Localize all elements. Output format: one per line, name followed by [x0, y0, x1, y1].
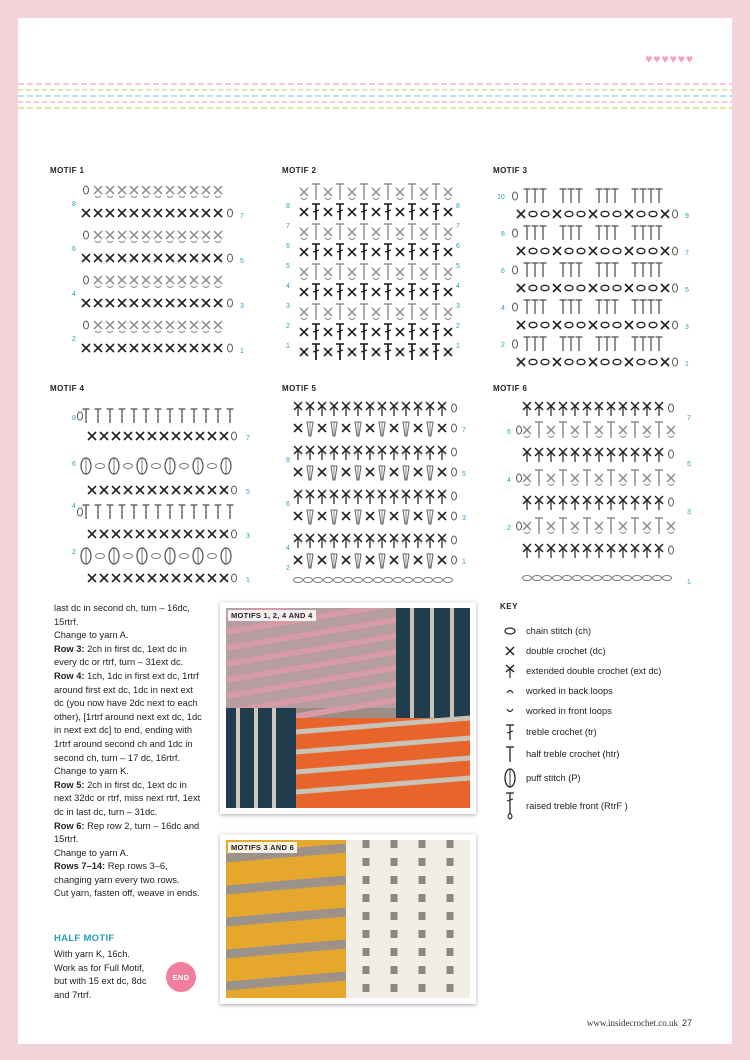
row-label: Row 3:	[54, 643, 85, 654]
pattern-instructions	[54, 602, 204, 901]
instruction-line: With yarn K, 16ch.	[54, 949, 130, 959]
row-number: 2	[72, 549, 76, 556]
row-number: 6	[72, 461, 76, 468]
instruction-line: Change to yarn A.	[54, 847, 129, 858]
motif-4-title: MOTIF 4	[50, 384, 85, 393]
key-item	[500, 765, 710, 791]
instruction-line: last dc in second ch, turn – 16dc,	[54, 603, 190, 613]
chain-icon	[500, 623, 520, 639]
key-item	[500, 743, 710, 765]
instruction-line: but with 15 ext dc, 8dc	[54, 976, 147, 987]
key-label: double crochet (dc)	[526, 646, 606, 656]
row-number: 2	[72, 336, 76, 343]
row-number: 3	[246, 533, 250, 540]
row-number: 8	[72, 201, 76, 208]
row-number: 7	[462, 427, 466, 434]
motif-5-stitches	[294, 402, 457, 583]
row-number: 3	[685, 324, 689, 331]
row-number: 4	[286, 545, 290, 552]
half-motif-instructions	[54, 948, 164, 1002]
row-text: 2ch in first dc, 1ext dc in next 32dc or rtrf, miss next rtrf, 1ext dc in last dc, turn – 31dc.	[54, 779, 201, 817]
row-number: 1	[685, 361, 689, 368]
treble-icon	[500, 724, 520, 740]
key-item	[500, 661, 710, 681]
row-number: 4	[286, 283, 290, 290]
row-number: 2	[507, 525, 511, 532]
row-5-instruction	[54, 779, 204, 820]
instruction-line: and 7rtrf.	[54, 989, 92, 1000]
footer-url: www.insidecrochet.co.uk	[586, 1018, 678, 1028]
page-number: 27	[681, 1018, 692, 1028]
key-item	[500, 701, 710, 721]
row-number: 3	[687, 509, 691, 516]
row-number: 1	[246, 577, 250, 584]
key-label: worked in back loops	[526, 686, 613, 696]
stitch-key	[500, 602, 710, 821]
instruction-line: Change to yarn K.	[54, 766, 129, 777]
hearts-decoration: ♥♥♥♥♥♥	[645, 52, 694, 66]
key-label: worked in front loops	[526, 706, 612, 716]
instruction-line: Change to yarn A.	[54, 630, 129, 641]
motif-5-title: MOTIF 5	[282, 384, 317, 393]
row-number: 7	[456, 223, 460, 230]
row-number: 5	[246, 489, 250, 496]
row-number: 3	[240, 303, 244, 310]
key-item	[500, 621, 710, 641]
row-number: 2	[286, 565, 290, 572]
row-number: 8	[72, 415, 76, 422]
row-number: 5	[687, 461, 691, 468]
row-number: 6	[72, 246, 76, 253]
row-number: 8	[286, 457, 290, 464]
half-treble-icon	[500, 746, 520, 762]
row-number: 7	[240, 213, 244, 220]
row-number: 5	[240, 258, 244, 265]
motif-3-chart	[493, 166, 689, 368]
extended-dc-icon	[500, 663, 520, 679]
row-number: 1	[456, 343, 460, 350]
motif-3-title: MOTIF 3	[493, 166, 528, 175]
motif-3-stitches	[513, 189, 678, 366]
row-number: 6	[456, 243, 460, 250]
key-item	[500, 641, 710, 661]
key-item	[500, 681, 710, 701]
row-number: 8	[456, 203, 460, 210]
double-crochet-icon	[500, 643, 520, 659]
instruction-line: 15rtrf.	[54, 616, 79, 627]
key-label: raised treble front (RtrF )	[526, 801, 628, 811]
photo-motifs-3-6	[220, 834, 476, 1004]
motif-6-title: MOTIF 6	[493, 384, 528, 393]
row-number: 5	[685, 287, 689, 294]
row-number: 2	[501, 342, 505, 349]
row-number: 2	[456, 323, 460, 330]
back-loop-icon	[500, 683, 520, 699]
row-label: Row 4:	[54, 670, 85, 681]
magazine-page	[18, 18, 732, 1044]
row-text: Rep rows 3–6, changing yarn every two rows.	[54, 861, 180, 885]
row-text: 1ch, 1dc in first ext dc, 1rtrf around first ext dc, 1dc in next ext dc (you now have 2dc next to each other), [1rtrf around next ext dc, 1dc in next ext dc] to end, ending with 1rtrf around second ch and 1dc in second ch, turn – 17 dc, 16rtrf.	[54, 670, 202, 763]
row-number: 5	[286, 263, 290, 270]
row-3-instruction	[54, 643, 204, 670]
row-number: 6	[507, 429, 511, 436]
photo-motifs-1-2-4	[220, 602, 476, 814]
motif-6-chart	[493, 384, 691, 586]
motif-1-chart	[50, 166, 244, 356]
key-item	[500, 721, 710, 743]
instruction-line: Work as for Full Motif,	[54, 962, 145, 973]
row-number: 4	[501, 305, 505, 312]
row-text: 2ch in first dc, 1ext dc in every dc or rtrf, turn – 31ext dc.	[54, 643, 187, 668]
row-number: 3	[456, 303, 460, 310]
motif-2-title: MOTIF 2	[282, 166, 317, 175]
motif-5-chart	[282, 384, 467, 574]
row-number: 6	[286, 243, 290, 250]
key-title: KEY	[500, 602, 518, 611]
row-number: 3	[462, 515, 466, 522]
row-number: 4	[72, 503, 76, 510]
row-number: 1	[462, 559, 466, 566]
key-label: extended double crochet (ext dc)	[526, 666, 662, 676]
raised-treble-icon	[500, 791, 520, 821]
row-number: 7	[687, 415, 691, 422]
row-number: 7	[685, 250, 689, 257]
row-number: 8	[286, 203, 290, 210]
key-label: puff stitch (P)	[526, 773, 581, 783]
key-label: chain stitch (ch)	[526, 626, 592, 636]
row-number: 7	[246, 435, 250, 442]
row-number: 1	[286, 343, 290, 350]
row-text: Rep row 2, turn – 16dc and 15rtrf.	[54, 820, 200, 845]
row-number: 8	[501, 231, 505, 238]
row-label: Rows 7–14:	[54, 861, 106, 872]
row-number: 7	[286, 223, 290, 230]
row-number: 2	[286, 323, 290, 330]
motif-6-stitches	[517, 402, 676, 581]
half-motif-title: HALF MOTIF	[54, 933, 115, 944]
instruction-line: Cut yarn, fasten off, weave in ends.	[54, 888, 200, 899]
puff-icon	[500, 770, 520, 786]
rows-7-14-instruction	[54, 860, 204, 887]
row-label: Row 6:	[54, 820, 85, 831]
row-number: 4	[456, 283, 460, 290]
row-label: Row 5:	[54, 779, 85, 790]
row-number: 4	[507, 477, 511, 484]
page-footer	[587, 1018, 692, 1028]
row-6-instruction	[54, 820, 204, 847]
motif-1-stitches	[82, 186, 233, 352]
photo-caption: MOTIFS 3 AND 6	[228, 842, 297, 853]
row-number: 1	[240, 348, 244, 355]
crochet-photo-2	[226, 840, 470, 998]
front-loop-icon	[500, 703, 520, 719]
row-number: 5	[462, 471, 466, 478]
row-number: 10	[497, 194, 505, 201]
motif-4-stitches	[78, 409, 237, 582]
decorative-border	[18, 80, 732, 116]
motif-2-chart	[282, 166, 467, 356]
row-number: 4	[72, 291, 76, 298]
key-label: half treble crochet (htr)	[526, 749, 620, 759]
end-badge: END	[166, 962, 196, 992]
row-number: 1	[687, 579, 691, 586]
row-number: 9	[685, 213, 689, 220]
photo-caption: MOTIFS 1, 2, 4 AND 4	[228, 610, 316, 621]
key-label: treble crochet (tr)	[526, 727, 597, 737]
row-number: 6	[286, 501, 290, 508]
motif-4-chart	[50, 384, 250, 584]
row-number: 5	[456, 263, 460, 270]
row-number: 3	[286, 303, 290, 310]
key-item	[500, 791, 710, 821]
motif-1-title: MOTIF 1	[50, 166, 85, 175]
motif-2-stitches	[300, 184, 452, 360]
row-4-instruction	[54, 670, 204, 765]
row-number: 6	[501, 268, 505, 275]
crochet-photo-1	[226, 608, 470, 808]
